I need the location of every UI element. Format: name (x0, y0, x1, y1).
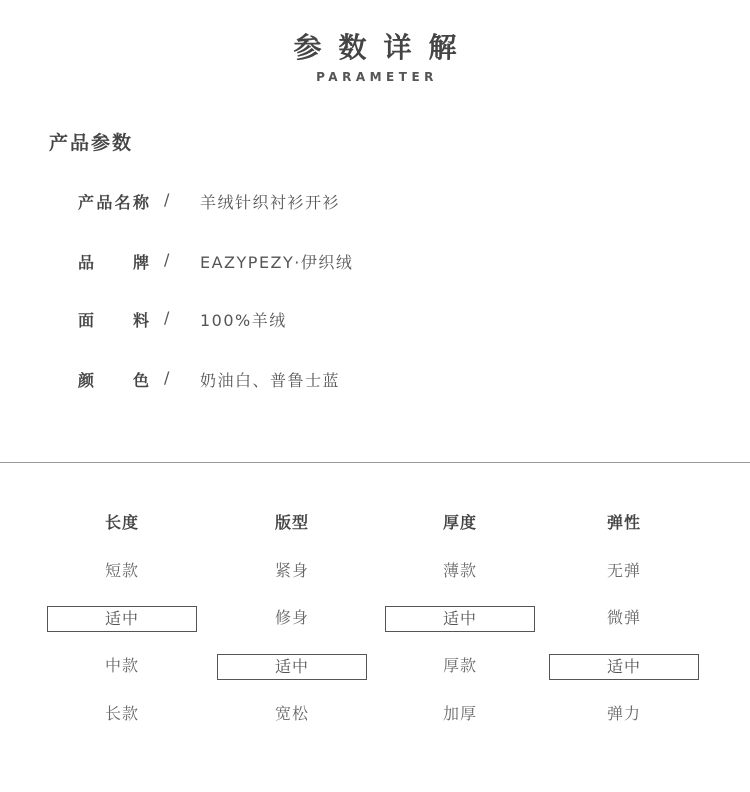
param-separator: / (164, 308, 170, 327)
param-row-fabric (78, 308, 678, 334)
attribute-option-selected: 适中 (217, 654, 367, 680)
attribute-option-selected: 适中 (549, 654, 699, 680)
attribute-header: 弹性 (606, 513, 641, 532)
attribute-option: 短款 (104, 561, 139, 580)
param-separator: / (164, 368, 170, 387)
param-value: 100%羊绒 (200, 311, 287, 330)
product-params-title: 产品参数 (49, 132, 134, 154)
attribute-option: 紧身 (274, 561, 309, 580)
attribute-option: 厚款 (442, 656, 477, 675)
attribute-option: 宽松 (274, 704, 309, 723)
param-value: 奶油白、普鲁士蓝 (200, 371, 341, 390)
param-row-name (78, 190, 678, 216)
page-subtitle: PARAMETER (316, 70, 438, 84)
param-key: 面料 (78, 311, 150, 330)
attribute-option: 薄款 (442, 561, 477, 580)
param-row-brand (78, 250, 678, 276)
param-key: 品牌 (78, 253, 150, 272)
param-separator: / (164, 250, 170, 269)
attribute-option: 无弹 (606, 561, 641, 580)
attribute-option: 弹力 (606, 704, 641, 723)
param-separator: / (164, 190, 170, 209)
attribute-option: 加厚 (442, 704, 477, 723)
attribute-header: 厚度 (442, 513, 477, 532)
param-key: 产品名称 (78, 193, 150, 212)
attribute-option: 微弹 (606, 608, 641, 627)
param-row-color (78, 368, 678, 394)
attribute-option: 长款 (104, 704, 139, 723)
attribute-header: 长度 (104, 513, 139, 532)
attribute-option-selected: 适中 (47, 606, 197, 632)
param-key: 颜色 (78, 371, 150, 390)
attribute-header: 版型 (274, 513, 309, 532)
attribute-option-selected: 适中 (385, 606, 535, 632)
section-divider (0, 462, 750, 463)
page-title: 参数详解 (293, 31, 474, 64)
attribute-option: 修身 (274, 608, 309, 627)
param-value: EAZYPEZY·伊织绒 (200, 253, 354, 272)
param-value: 羊绒针织衬衫开衫 (200, 193, 341, 212)
attribute-option: 中款 (104, 656, 139, 675)
